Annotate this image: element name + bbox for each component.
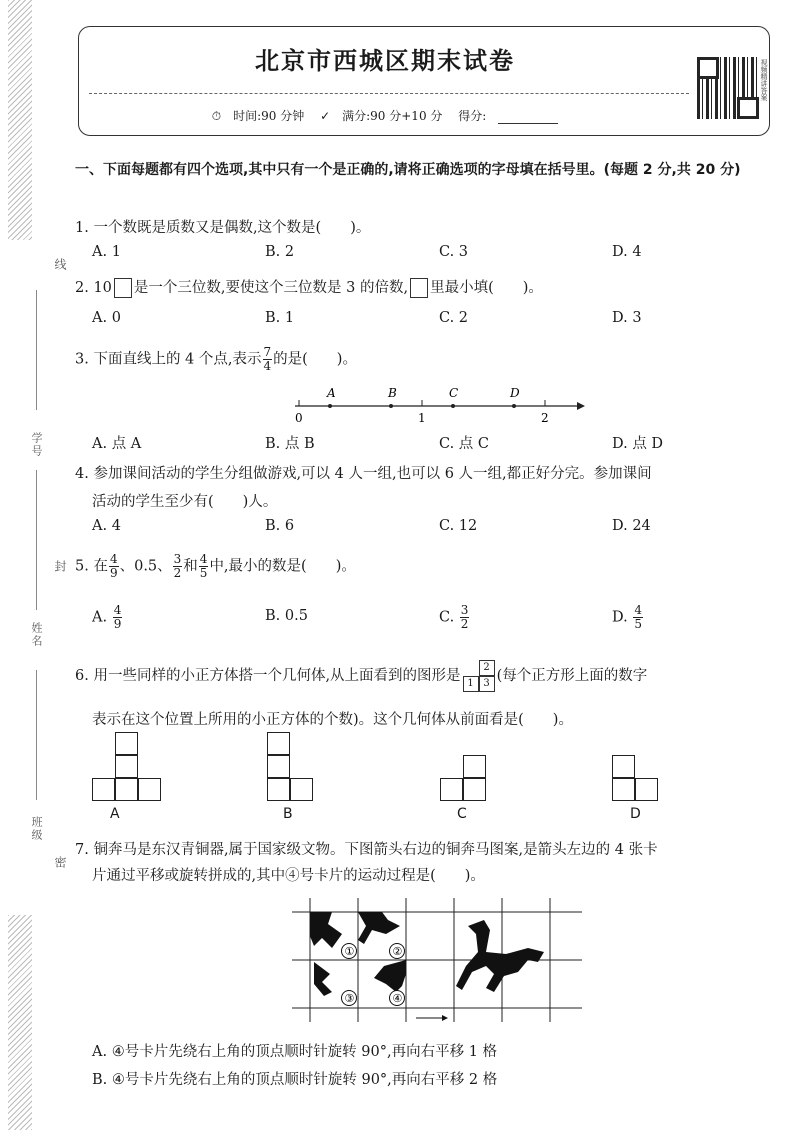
q5-option-a[interactable]: A. $\frac{4}{9}$ xyxy=(92,603,122,631)
question-2: 2. 10 是一个三位数,要使这个三位数是 3 的倍数, 里最小填( )。 xyxy=(75,280,543,296)
point-label: C xyxy=(449,386,459,400)
q3-option-d[interactable]: D. 点 D xyxy=(612,436,664,452)
bronze-horse-icon xyxy=(456,920,544,992)
qr-code-icon[interactable] xyxy=(697,57,759,119)
arrow-right-icon xyxy=(442,1015,448,1021)
blank-box[interactable] xyxy=(410,278,428,298)
q7-option-a[interactable]: A. ④号卡片先绕右上角的顶点顺时针旋转 90°,再向右平移 1 格 xyxy=(92,1044,498,1060)
bronze-horse-grid xyxy=(292,890,582,1025)
card-number: ③ xyxy=(344,992,355,1005)
exam-header xyxy=(78,26,770,136)
q5-option-b[interactable]: B. 0.5 xyxy=(265,608,308,624)
horse-card-2-shape xyxy=(358,912,400,944)
fraction: $\frac{4}{5}$ xyxy=(199,552,208,580)
question-3: 3. 下面直线上的 4 个点,表示 $\frac{7}{4}$ 的是( )。 xyxy=(75,345,357,373)
tick-label: 0 xyxy=(295,411,303,425)
q7-option-b[interactable]: B. ④号卡片先绕右上角的顶点顺时针旋转 90°,再向右平移 2 格 xyxy=(92,1072,498,1088)
q6-figure-d[interactable] xyxy=(612,755,662,803)
exam-meta xyxy=(79,107,691,124)
q5-option-c[interactable]: C. $\frac{3}{2}$ xyxy=(439,603,469,631)
question-6-line-2: 表示在这个位置上所用的小正方体的个数)。这个几何体从前面看是( )。 xyxy=(92,712,573,728)
binding-mark-line: 线 xyxy=(53,258,67,270)
fraction: $\frac{7}{4}$ xyxy=(263,345,272,373)
q4-option-d[interactable]: D. 24 xyxy=(612,518,651,534)
binding-margin xyxy=(0,0,67,1130)
time-limit: 时间:90 分钟 xyxy=(233,109,305,123)
field-name-label: 姓名 xyxy=(30,622,43,648)
hatch-pattern-top xyxy=(8,0,32,240)
number-line xyxy=(285,382,585,426)
binding-mark-seal: 封 xyxy=(53,560,67,572)
q2-option-d[interactable]: D. 3 xyxy=(612,310,642,326)
question-5: 5. 在 $\frac{4}{9}$ 、0.5、 $\frac{3}{2}$ 和 $\frac{4}{5}$ 中,最小的数是( )。 xyxy=(75,552,356,580)
card-number: ② xyxy=(392,945,403,958)
q1-option-d[interactable]: D. 4 xyxy=(612,244,642,260)
card-number: ① xyxy=(344,945,355,958)
question-1: 1. 一个数既是质数又是偶数,这个数是( )。 xyxy=(75,220,371,236)
field-student-id-label: 学号 xyxy=(30,432,43,458)
question-4-line-1: 4. 参加课间活动的学生分组做游戏,可以 4 人一组,也可以 6 人一组,都正好分完。参加课间 xyxy=(75,466,652,482)
q6-label-a: A xyxy=(110,806,120,822)
tick-label: 2 xyxy=(541,411,549,425)
q4-option-a[interactable]: A. 4 xyxy=(92,518,121,534)
question-7-line-2: 片通过平移或旋转拼成的,其中④号卡片的运动过程是( )。 xyxy=(92,868,485,884)
question-7-line-1: 7. 铜奔马是东汉青铜器,属于国家级文物。下图箭头右边的铜奔马图案,是箭头左边的 4 张卡 xyxy=(75,842,658,858)
header-divider xyxy=(89,93,689,94)
fraction: $\frac{4}{9}$ xyxy=(109,552,118,580)
point-label: A xyxy=(327,386,336,400)
point-label: D xyxy=(510,386,520,400)
field-line xyxy=(36,670,37,800)
q6-label-b: B xyxy=(283,806,293,822)
clock-icon: ⏱ xyxy=(211,109,222,123)
card-number: ④ xyxy=(392,992,403,1005)
q1-option-a[interactable]: A. 1 xyxy=(92,244,121,260)
field-line xyxy=(36,470,37,610)
q6-figure-c[interactable] xyxy=(440,755,490,803)
top-view-grid: 2 1 3 xyxy=(463,660,495,692)
q2-option-a[interactable]: A. 0 xyxy=(92,310,121,326)
q2-option-c[interactable]: C. 2 xyxy=(439,310,469,326)
q4-option-c[interactable]: C. 12 xyxy=(439,518,478,534)
qr-caption: 视频精讲答案 xyxy=(760,59,768,101)
check-icon: ✓ xyxy=(320,109,331,123)
exam-title: 北京市西城区期末试卷 xyxy=(255,47,515,75)
q1-option-c[interactable]: C. 3 xyxy=(439,244,469,260)
field-line xyxy=(36,290,37,410)
q6-figure-a[interactable] xyxy=(92,732,162,802)
q5-option-d[interactable]: D. $\frac{4}{5}$ xyxy=(612,603,642,631)
horse-card-1-shape xyxy=(310,912,342,948)
q2-option-b[interactable]: B. 1 xyxy=(265,310,295,326)
horse-card-4-shape xyxy=(374,960,406,992)
q1-option-b[interactable]: B. 2 xyxy=(265,244,295,260)
tick-label: 1 xyxy=(418,411,426,425)
q3-option-b[interactable]: B. 点 B xyxy=(265,436,315,452)
binding-mark-secret: 密 xyxy=(53,856,67,868)
point-label: B xyxy=(388,386,397,400)
q3-option-a[interactable]: A. 点 A xyxy=(92,436,142,452)
horse-card-3-shape xyxy=(314,962,332,996)
q4-option-b[interactable]: B. 6 xyxy=(265,518,295,534)
hatch-pattern-bottom xyxy=(8,915,32,1130)
section-1-title: 一、下面每题都有四个选项,其中只有一个是正确的,请将正确选项的字母填在括号里。(每题 2 分,共 20 分) xyxy=(75,162,741,178)
blank-box[interactable] xyxy=(114,278,132,298)
q3-option-c[interactable]: C. 点 C xyxy=(439,436,489,452)
q6-figure-b[interactable] xyxy=(267,732,317,802)
question-6: 6. 用一些同样的小正方体搭一个几何体,从上面看到的图形是 2 1 3 (每个正方形上面的数字 xyxy=(75,660,775,692)
question-4-line-2: 活动的学生至少有( )人。 xyxy=(92,494,278,510)
score-blank[interactable] xyxy=(498,112,558,124)
q6-label-c: C xyxy=(457,806,467,822)
score-label: 得分: xyxy=(458,109,487,123)
full-score: 满分:90 分+10 分 xyxy=(342,109,443,123)
fraction: $\frac{3}{2}$ xyxy=(173,552,182,580)
q6-label-d: D xyxy=(630,806,641,822)
field-class-label: 班级 xyxy=(30,816,43,842)
